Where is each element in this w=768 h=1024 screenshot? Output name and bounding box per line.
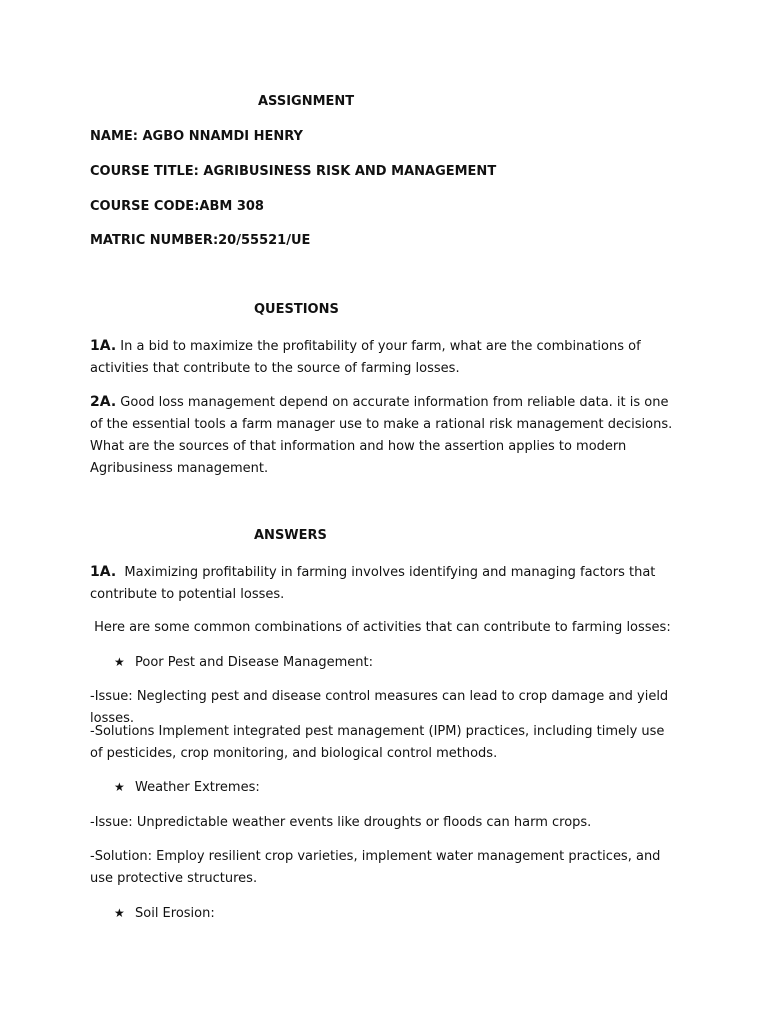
question-1a (90, 335, 680, 380)
list-item (114, 652, 373, 673)
question-2a-text: Good loss management depend on accurate information from reliable data. it is one of the essential tools a farm manager use to make a rational risk management decisions. What are the sources of that information and how the assertion applies to modern Agribusiness management. (90, 395, 673, 476)
assignment-heading: ASSIGNMENT (258, 94, 355, 109)
question-2a-label: 2A. (90, 394, 117, 410)
star-bullet-icon: ★ (114, 780, 125, 794)
issue-text: -Issue: Neglecting pest and disease control measures can lead to crop damage and yield losses. (90, 689, 669, 726)
list-item-title: Soil Erosion: (135, 906, 215, 921)
list-item (114, 777, 260, 798)
star-bullet-icon: ★ (114, 906, 125, 920)
answer-1a-label: 1A. (90, 564, 117, 580)
question-1a-label: 1A. (90, 338, 117, 354)
list-item-title: Poor Pest and Disease Management: (135, 655, 374, 670)
answer-1a-text: Maximizing profitability in farming involves identifying and managing factors that contribute to potential losses. (90, 565, 660, 602)
list-item (114, 903, 215, 924)
answers-heading: ANSWERS (254, 528, 327, 543)
matric-number: MATRIC NUMBER:20/55521/UE (90, 233, 311, 248)
answer-1a (90, 561, 680, 606)
answer-intro: Here are some common combinations of activities that can contribute to farming losses: (90, 620, 671, 635)
course-title: COURSE TITLE: AGRIBUSINESS RISK AND MANAGEMENT (90, 164, 497, 179)
course-code: COURSE CODE:ABM 308 (90, 199, 264, 214)
student-name: NAME: AGBO NNAMDI HENRY (90, 129, 303, 144)
question-1a-text: In a bid to maximize the profitability of your farm, what are the combinations of activities that contribute to the source of farming losses. (90, 339, 641, 376)
star-bullet-icon: ★ (114, 655, 125, 669)
solution-text: -Solutions Implement integrated pest management (IPM) practices, including timely use of pesticides, crop monitoring, and biological control methods. (90, 724, 665, 761)
question-2a (90, 391, 680, 480)
list-item-title: Weather Extremes: (135, 780, 260, 795)
solution-text: -Solution: Employ resilient crop varieties, implement water management practices, and use protective structures. (90, 849, 661, 886)
questions-heading: QUESTIONS (254, 302, 339, 317)
issue-text: -Issue: Unpredictable weather events like droughts or floods can harm crops. (90, 815, 592, 830)
